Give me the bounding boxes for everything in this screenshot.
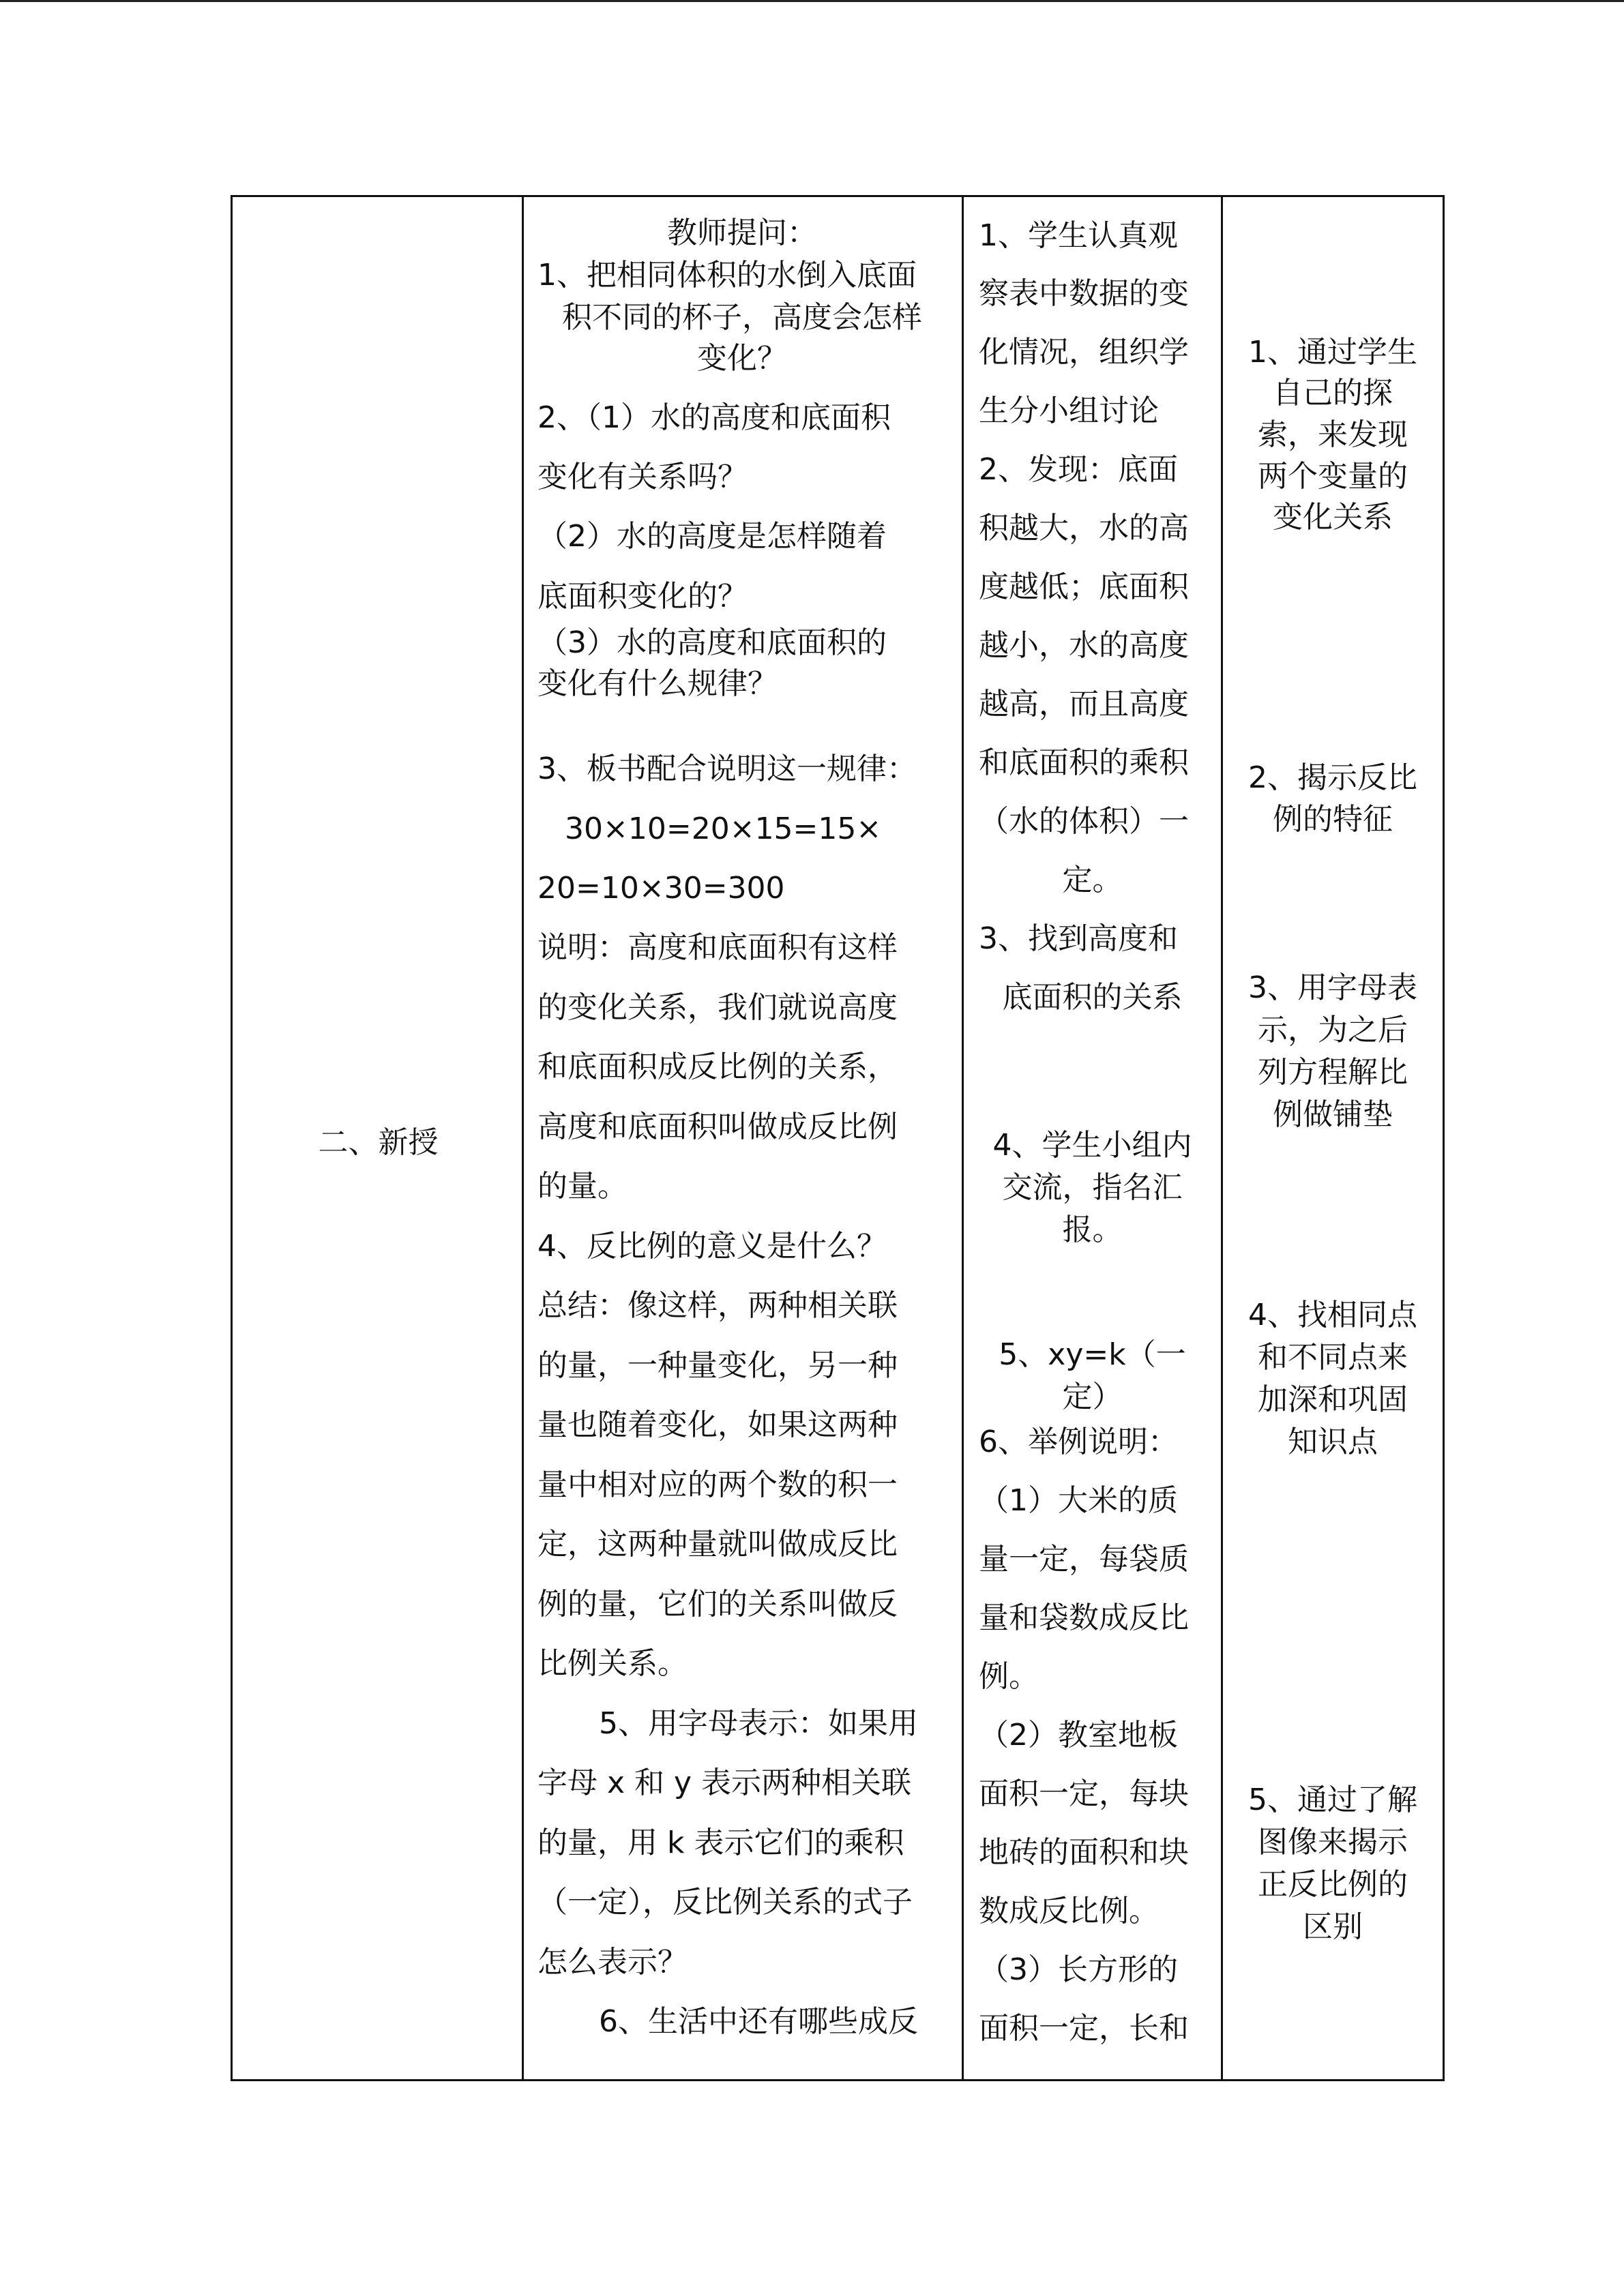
student-line: 6、举例说明：: [979, 1425, 1178, 1459]
teacher-line: 6、生活中还有哪些成反: [599, 2004, 918, 2039]
purpose-line: 例的特征: [1273, 802, 1393, 837]
student-line: 察表中数据的变: [979, 276, 1189, 311]
student-line: 面积一定，每块: [979, 1776, 1189, 1811]
student-line: 地砖的面积和块: [979, 1835, 1189, 1870]
teacher-line: （3）水的高度和底面积的: [537, 625, 887, 660]
purpose-line: 2、揭示反比: [1248, 760, 1417, 795]
teacher-line: 的量，一种量变化，另一种: [537, 1348, 898, 1383]
teacher-line: 1、把相同体积的水倒入底面: [537, 258, 917, 293]
teacher-line: 怎么表示？: [537, 1945, 688, 1980]
teacher-line: 量中相对应的两个数的积一: [537, 1467, 898, 1502]
purpose-line: 5、通过了解: [1248, 1783, 1417, 1817]
teacher-line: 的量，用 k 表示它们的乘积: [537, 1825, 904, 1860]
student-line: （水的体积）一: [979, 804, 1189, 839]
student-line: 例。: [979, 1659, 1039, 1694]
student-activity-column: [964, 197, 1223, 2079]
student-line: 3、找到高度和: [979, 921, 1178, 956]
teacher-line: 例的量，它们的关系叫做反: [537, 1587, 898, 1622]
student-line: 定。: [1062, 863, 1123, 897]
purpose-line: 索，来发现: [1258, 417, 1408, 452]
purpose-line: 变化关系: [1273, 500, 1393, 535]
purpose-line: 两个变量的: [1258, 459, 1408, 494]
teacher-line: 和底面积成反比例的关系，: [537, 1049, 898, 1084]
teacher-line: 教师提问：: [667, 215, 817, 250]
student-line: 面积一定，长和: [979, 2011, 1189, 2046]
teacher-line: 总结：像这样，两种相关联: [537, 1288, 898, 1323]
student-line: 1、学生认真观: [979, 218, 1178, 253]
teacher-line: 说明：高度和底面积有这样: [537, 930, 898, 965]
purpose-line: 例做铺垫: [1273, 1097, 1393, 1132]
teacher-line: （一定），反比例关系的式子: [537, 1885, 913, 1920]
student-line: 2、发现：底面: [979, 452, 1178, 487]
teacher-line: 定，这两种量就叫做成反比: [537, 1527, 898, 1562]
lesson-plan-table: [231, 195, 1445, 2081]
teacher-line: 比例关系。: [537, 1646, 688, 1681]
student-line: 定）: [1062, 1380, 1123, 1414]
teacher-line: 4、反比例的意义是什么？: [537, 1229, 887, 1264]
purpose-line: 知识点: [1288, 1425, 1378, 1459]
student-line: 交流，指名汇: [1002, 1170, 1183, 1205]
teacher-line: 积不同的杯子，高度会怎样: [562, 300, 922, 335]
student-line: 越小，水的高度: [979, 628, 1189, 663]
student-line: 5、xy=k（一: [999, 1337, 1186, 1372]
section-column: [233, 197, 524, 2079]
page-top-border: [0, 0, 1624, 2]
teacher-activity-column: [524, 197, 964, 2079]
purpose-line: 正反比例的: [1258, 1867, 1408, 1902]
teacher-line: 30×10=20×15=15×: [565, 811, 882, 846]
teacher-line: 的量。: [537, 1169, 628, 1204]
student-line: 积越大，水的高: [979, 511, 1189, 546]
design-intent-column: [1223, 197, 1443, 2079]
purpose-line: 自己的探: [1273, 376, 1393, 411]
teacher-line: 变化有什么规律？: [537, 666, 778, 701]
purpose-line: 列方程解比: [1258, 1055, 1408, 1090]
teacher-line: 20=10×30=300: [537, 871, 785, 906]
student-line: 4、学生小组内: [992, 1128, 1192, 1163]
teacher-line: 3、板书配合说明这一规律：: [537, 751, 917, 786]
teacher-line: 变化？: [697, 341, 787, 376]
student-line: 量和袋数成反比: [979, 1600, 1189, 1635]
student-line: 度越低；底面积: [979, 569, 1189, 604]
teacher-line: 的变化关系，我们就说高度: [537, 990, 898, 1025]
purpose-line: 加深和巩固: [1258, 1382, 1408, 1417]
purpose-line: 图像来揭示: [1258, 1825, 1408, 1860]
teacher-line: 字母 x 和 y 表示两种相关联: [537, 1765, 912, 1800]
teacher-line: （2）水的高度是怎样随着: [537, 519, 887, 554]
student-line: （1）大米的质: [979, 1483, 1178, 1518]
purpose-line: 示，为之后: [1258, 1013, 1408, 1047]
purpose-line: 3、用字母表: [1248, 970, 1417, 1005]
purpose-line: 4、找相同点: [1248, 1298, 1417, 1332]
purpose-line: 1、通过学生: [1248, 335, 1417, 370]
teacher-line: 高度和底面积叫做成反比例: [537, 1109, 898, 1144]
section-label: 二、新授: [318, 1125, 439, 1160]
student-line: 生分小组讨论: [979, 393, 1159, 428]
student-line: 量一定，每袋质: [979, 1542, 1189, 1577]
teacher-line: 量也随着变化，如果这两种: [537, 1407, 898, 1442]
teacher-line: 2、（1）水的高度和底面积: [537, 400, 891, 435]
teacher-line: 底面积变化的？: [537, 579, 748, 614]
student-line: 和底面积的乘积: [979, 745, 1189, 780]
student-line: 报。: [1062, 1212, 1123, 1247]
teacher-line: 变化有关系吗？: [537, 460, 748, 494]
student-line: 底面积的关系: [1002, 980, 1183, 1015]
student-line: 化情况，组织学: [979, 335, 1189, 370]
teacher-line: 5、用字母表示：如果用: [599, 1706, 918, 1741]
student-line: 越高，而且高度: [979, 687, 1189, 721]
purpose-line: 区别: [1303, 1909, 1363, 1944]
purpose-line: 和不同点来: [1258, 1340, 1408, 1375]
student-line: （2）教室地板: [979, 1718, 1178, 1753]
student-line: 数成反比例。: [979, 1894, 1159, 1928]
student-line: （3）长方形的: [979, 1952, 1178, 1987]
